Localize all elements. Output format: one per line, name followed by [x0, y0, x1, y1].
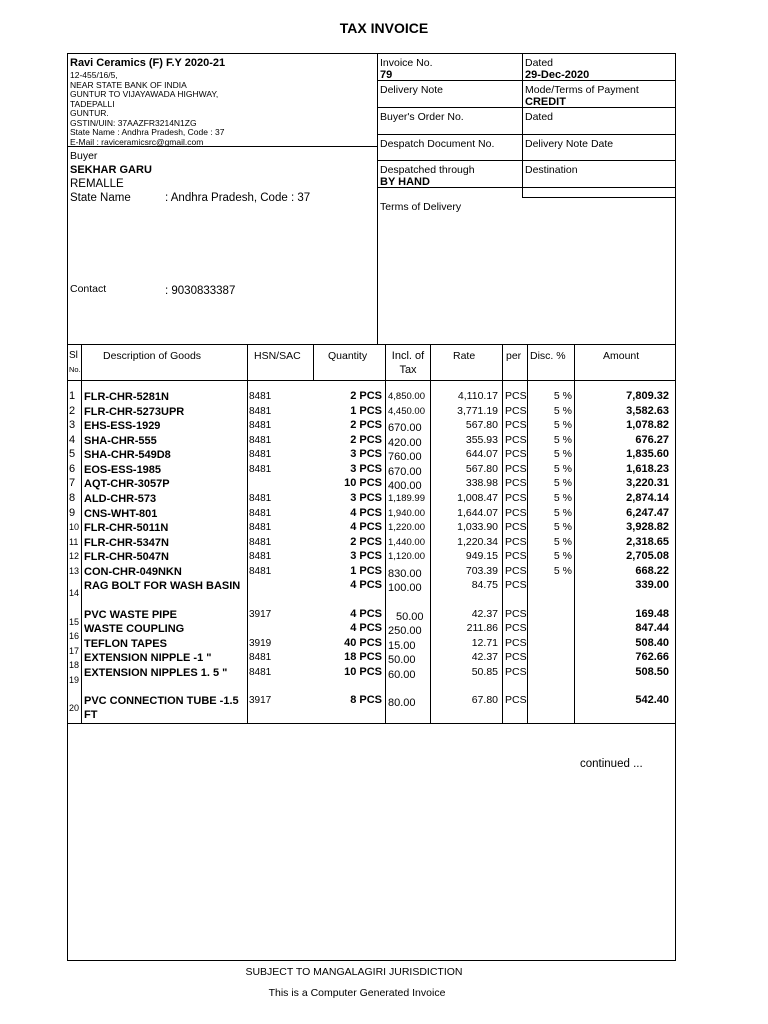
row-amount: 7,809.32 — [626, 390, 669, 402]
row-quantity: 10 PCS — [344, 666, 382, 678]
row-description: WASTE COUPLING — [84, 623, 185, 635]
buyer-state-label: State Name — [70, 192, 131, 204]
row-description: FLR-CHR-5011N — [84, 522, 169, 534]
seller-address — [70, 71, 225, 147]
payment-mode: CREDIT — [525, 96, 566, 108]
row-rate: 84.75 — [471, 579, 498, 591]
row-amount: 542.40 — [635, 694, 669, 706]
row-incl-tax: 1,440.00 — [388, 537, 425, 548]
row-sl: 13 — [69, 566, 80, 576]
row-rate: 567.80 — [465, 463, 498, 475]
row-per: PCS — [505, 637, 527, 649]
row-per: PCS — [505, 622, 527, 634]
row-amount: 508.40 — [635, 637, 669, 649]
row-hsn: 8481 — [249, 435, 272, 446]
row-amount: 3,582.63 — [626, 405, 669, 417]
row-hsn: 8481 — [249, 537, 272, 548]
row-hsn: 8481 — [249, 493, 272, 504]
row-amount: 508.50 — [635, 666, 669, 678]
row-incl-tax: 830.00 — [388, 568, 422, 580]
row-quantity: 2 PCS — [350, 419, 382, 431]
row-amount: 3,928.82 — [626, 521, 669, 533]
despatch-doc-label: Despatch Document No. — [380, 138, 495, 150]
row-incl-tax: 80.00 — [388, 697, 416, 709]
row-description: ALD-CHR-573 — [84, 493, 157, 505]
row-per: PCS — [505, 608, 527, 620]
row-sl: 3 — [69, 419, 76, 431]
row-description: EXTENSION NIPPLE -1 " — [84, 652, 212, 664]
row-hsn: 3917 — [249, 695, 272, 706]
row-rate: 567.80 — [465, 419, 498, 431]
row-sl: 19 — [69, 675, 80, 685]
row-per: PCS — [505, 434, 527, 446]
row-description: FLR-CHR-5047N — [84, 551, 169, 563]
address-line: GUNTUR. — [70, 108, 109, 118]
invoice-date: 29-Dec-2020 — [525, 69, 590, 81]
row-quantity: 3 PCS — [350, 448, 382, 460]
row-discount: 5 % — [553, 434, 572, 446]
table-row — [0, 666, 768, 685]
row-quantity: 3 PCS — [350, 463, 382, 475]
row-amount: 1,835.60 — [626, 448, 669, 460]
row-sl: 6 — [69, 463, 76, 475]
row-amount: 169.48 — [635, 608, 669, 620]
row-hsn: 8481 — [249, 391, 272, 402]
terms-label: Terms of Delivery — [380, 201, 462, 213]
header-description: Description of Goods — [103, 350, 202, 362]
row-description: CNS-WHT-801 — [84, 508, 158, 520]
row-sl: 14 — [69, 588, 80, 598]
row-quantity: 1 PCS — [350, 405, 382, 417]
table-row — [0, 622, 768, 641]
computer-generated-note: This is a Computer Generated Invoice — [268, 987, 446, 999]
row-quantity: 18 PCS — [344, 651, 382, 663]
row-quantity: 40 PCS — [344, 637, 382, 649]
row-amount: 3,220.31 — [626, 477, 669, 489]
row-quantity: 4 PCS — [350, 521, 382, 533]
header-amount: Amount — [603, 350, 640, 362]
row-amount: 1,618.23 — [626, 463, 669, 475]
row-discount: 5 % — [553, 521, 572, 533]
address-line: 12-455/16/5, — [70, 70, 118, 80]
row-quantity: 4 PCS — [350, 507, 382, 519]
row-hsn: 8481 — [249, 551, 272, 562]
row-amount: 847.44 — [635, 622, 669, 634]
row-sl: 16 — [69, 631, 80, 641]
row-sl: 10 — [69, 522, 80, 532]
row-per: PCS — [505, 492, 527, 504]
despatched-through: BY HAND — [380, 176, 430, 188]
row-quantity: 3 PCS — [350, 550, 382, 562]
row-hsn: 8481 — [249, 464, 272, 475]
divider — [67, 723, 676, 724]
address-line: E-Mail : raviceramicsrc@gmail.com — [70, 136, 204, 147]
row-per: PCS — [505, 651, 527, 663]
row-description: FLR-CHR-5347N — [84, 537, 169, 549]
buyers-order-label: Buyer's Order No. — [380, 111, 464, 123]
row-rate: 3,771.19 — [457, 405, 498, 417]
row-sl: 15 — [69, 617, 80, 627]
row-quantity: 10 PCS — [344, 477, 382, 489]
row-discount: 5 % — [553, 477, 572, 489]
row-rate: 211.86 — [466, 622, 498, 634]
header-rate: Rate — [453, 350, 476, 362]
seller-name: Ravi Ceramics (F) F.Y 2020-21 — [70, 57, 226, 69]
row-discount: 5 % — [553, 492, 572, 504]
row-incl-tax: 50.00 — [396, 611, 424, 623]
despatched-through-label: Despatched through — [380, 164, 475, 176]
row-per: PCS — [505, 536, 527, 548]
row-incl-tax: 250.00 — [388, 625, 422, 637]
row-incl-tax: 1,189.99 — [388, 493, 425, 504]
row-discount: 5 % — [553, 448, 572, 460]
contact-label: Contact — [70, 283, 107, 295]
row-description: EXTENSION NIPPLES 1. 5 " — [84, 667, 228, 679]
table-row — [0, 608, 768, 627]
row-per: PCS — [505, 405, 527, 417]
header-no: No. — [69, 365, 81, 374]
row-per: PCS — [505, 390, 527, 402]
row-incl-tax: 100.00 — [388, 582, 422, 594]
mode-label: Mode/Terms of Payment — [525, 84, 639, 96]
row-description: FLR-CHR-5273UPR — [84, 406, 185, 418]
page-title: TAX INVOICE — [339, 20, 429, 36]
row-sl: 12 — [69, 551, 80, 561]
row-incl-tax: 50.00 — [388, 654, 416, 666]
buyer-label: Buyer — [70, 150, 98, 162]
row-per: PCS — [505, 694, 527, 706]
row-rate: 42.37 — [471, 651, 498, 663]
table-row — [0, 405, 768, 420]
row-rate: 12.71 — [471, 637, 498, 649]
divider — [377, 53, 378, 344]
address-line: GUNTUR TO VIJAYAWADA HIGHWAY, — [70, 89, 219, 99]
row-incl-tax: 60.00 — [388, 669, 416, 681]
row-amount: 339.00 — [635, 579, 669, 591]
row-quantity: 1 PCS — [350, 565, 382, 577]
header-disc: Disc. % — [530, 350, 566, 362]
row-discount: 5 % — [553, 550, 572, 562]
table-row — [0, 448, 768, 463]
table-row — [0, 579, 768, 598]
row-description: RAG BOLT FOR WASH BASIN — [84, 580, 241, 592]
row-sl: 1 — [69, 390, 76, 402]
table-row — [0, 419, 768, 434]
row-per: PCS — [505, 550, 527, 562]
row-amount: 668.22 — [635, 565, 669, 577]
address-line: GSTIN/UIN: 37AAZFR3214N1ZG — [70, 117, 197, 128]
row-per: PCS — [505, 419, 527, 431]
row-quantity: 2 PCS — [350, 434, 382, 446]
divider — [67, 344, 676, 345]
row-rate: 338.98 — [465, 477, 498, 489]
row-per: PCS — [505, 579, 527, 591]
row-description: SHA-CHR-549D8 — [84, 449, 171, 461]
divider — [67, 380, 676, 381]
table-row — [0, 507, 768, 522]
row-hsn: 8481 — [249, 522, 272, 533]
row-rate: 1,220.34 — [457, 536, 498, 548]
row-rate: 703.39 — [465, 565, 498, 577]
row-description: TEFLON TAPES — [84, 638, 167, 650]
table-row — [0, 492, 768, 507]
header-quantity: Quantity — [328, 350, 368, 362]
row-amount: 2,874.14 — [626, 492, 669, 504]
table-row — [0, 694, 768, 721]
delivery-note-date-label: Delivery Note Date — [525, 138, 614, 150]
row-amount: 6,247.47 — [626, 507, 669, 519]
delivery-note-label: Delivery Note — [380, 84, 444, 96]
header-per: per — [506, 350, 522, 362]
table-row — [0, 463, 768, 478]
row-per: PCS — [505, 565, 527, 577]
contact-number: : 9030833387 — [165, 285, 236, 297]
dated-label: Dated — [525, 57, 554, 69]
row-sl: 20 — [69, 703, 80, 713]
table-row — [0, 521, 768, 536]
table-row — [0, 637, 768, 656]
header-hsn: HSN/SAC — [254, 350, 301, 362]
row-description: PVC CONNECTION TUBE -1.5 FT — [84, 695, 239, 721]
row-hsn: 8481 — [249, 652, 272, 663]
row-description: EHS-ESS-1929 — [84, 420, 161, 432]
divider — [522, 53, 523, 198]
row-sl: 4 — [69, 434, 76, 446]
row-sl: 2 — [69, 405, 76, 417]
table-row — [0, 550, 768, 565]
order-dated-label: Dated — [525, 111, 554, 123]
row-rate: 42.37 — [471, 608, 498, 620]
row-discount: 5 % — [553, 536, 572, 548]
row-hsn: 8481 — [249, 449, 272, 460]
row-per: PCS — [505, 521, 527, 533]
row-incl-tax: 4,450.00 — [388, 406, 425, 417]
row-rate: 50.85 — [471, 666, 498, 678]
row-per: PCS — [505, 477, 527, 489]
address-line: State Name : Andhra Pradesh, Code : 37 — [70, 127, 225, 137]
row-per: PCS — [505, 463, 527, 475]
row-description: CON-CHR-049NKN — [84, 566, 182, 578]
row-per: PCS — [505, 448, 527, 460]
divider — [377, 134, 676, 135]
row-discount: 5 % — [553, 565, 572, 577]
row-per: PCS — [505, 507, 527, 519]
header-incl: Incl. of — [391, 350, 425, 362]
buyer-state: : Andhra Pradesh, Code : 37 — [165, 192, 311, 204]
row-rate: 67.80 — [471, 694, 498, 706]
table-row — [0, 565, 768, 580]
table-row — [0, 434, 768, 449]
row-incl-tax: 1,940.00 — [388, 508, 425, 519]
row-rate: 4,110.17 — [457, 390, 498, 402]
row-per: PCS — [505, 666, 527, 678]
header-tax: Tax — [399, 364, 417, 376]
row-amount: 2,318.65 — [626, 536, 669, 548]
row-quantity: 2 PCS — [350, 390, 382, 402]
row-sl: 7 — [69, 477, 76, 489]
row-rate: 644.07 — [465, 448, 498, 460]
header-sl: Sl — [69, 350, 78, 361]
row-sl: 5 — [69, 448, 76, 460]
row-incl-tax: 4,850.00 — [388, 391, 425, 402]
row-hsn: 8481 — [249, 667, 272, 678]
address-line: NEAR STATE BANK OF INDIA — [70, 79, 187, 90]
row-incl-tax: 760.00 — [388, 451, 422, 463]
buyer-city: REMALLE — [70, 178, 124, 190]
row-incl-tax: 1,120.00 — [388, 551, 425, 562]
row-incl-tax: 670.00 — [388, 422, 422, 434]
row-rate: 355.93 — [465, 434, 498, 446]
row-rate: 1,033.90 — [457, 521, 498, 533]
row-quantity: 4 PCS — [350, 622, 382, 634]
row-hsn: 3917 — [249, 609, 272, 620]
row-sl: 8 — [69, 492, 76, 504]
row-amount: 762.66 — [635, 651, 669, 663]
row-amount: 676.27 — [635, 434, 669, 446]
row-quantity: 4 PCS — [350, 608, 382, 620]
row-discount: 5 % — [553, 507, 572, 519]
row-incl-tax: 670.00 — [388, 466, 422, 478]
destination-label: Destination — [525, 164, 578, 176]
row-hsn: 8481 — [249, 406, 272, 417]
continued-note: continued ... — [580, 758, 643, 770]
row-hsn: 3919 — [249, 638, 272, 649]
invoice-no-label: Invoice No. — [380, 57, 433, 69]
table-row — [0, 477, 768, 492]
row-description: AQT-CHR-3057P — [84, 478, 170, 490]
row-quantity: 4 PCS — [350, 579, 382, 591]
row-discount: 5 % — [553, 390, 572, 402]
table-row — [0, 651, 768, 670]
divider — [377, 160, 676, 161]
row-hsn: 8481 — [249, 508, 272, 519]
jurisdiction-note: SUBJECT TO MANGALAGIRI JURISDICTION — [245, 966, 463, 978]
row-amount: 2,705.08 — [626, 550, 669, 562]
row-description: FLR-CHR-5281N — [84, 391, 169, 403]
row-rate: 949.15 — [465, 550, 498, 562]
row-discount: 5 % — [553, 405, 572, 417]
table-row — [0, 536, 768, 551]
row-incl-tax: 15.00 — [388, 640, 416, 652]
row-hsn: 8481 — [249, 566, 272, 577]
row-description: SHA-CHR-555 — [84, 435, 157, 447]
row-incl-tax: 420.00 — [388, 437, 422, 449]
buyer-name: SEKHAR GARU — [70, 164, 152, 176]
address-line: TADEPALLI — [70, 98, 115, 109]
row-rate: 1,644.07 — [457, 507, 498, 519]
row-quantity: 2 PCS — [350, 536, 382, 548]
row-hsn: 8481 — [249, 420, 272, 431]
row-quantity: 8 PCS — [350, 694, 382, 706]
row-amount: 1,078.82 — [626, 419, 669, 431]
row-sl: 18 — [69, 660, 80, 670]
table-row — [0, 390, 768, 405]
invoice-no: 79 — [380, 69, 393, 81]
row-sl: 17 — [69, 646, 80, 656]
row-quantity: 3 PCS — [350, 492, 382, 504]
column-line — [313, 344, 314, 380]
row-discount: 5 % — [553, 419, 572, 431]
row-description: EOS-ESS-1985 — [84, 464, 162, 476]
row-incl-tax: 1,220.00 — [388, 522, 425, 533]
row-rate: 1,008.47 — [457, 492, 498, 504]
row-discount: 5 % — [553, 463, 572, 475]
row-incl-tax: 400.00 — [388, 480, 422, 492]
row-description: PVC WASTE PIPE — [84, 609, 177, 621]
row-sl: 11 — [69, 537, 79, 547]
row-sl: 9 — [69, 507, 76, 519]
divider — [522, 197, 676, 198]
